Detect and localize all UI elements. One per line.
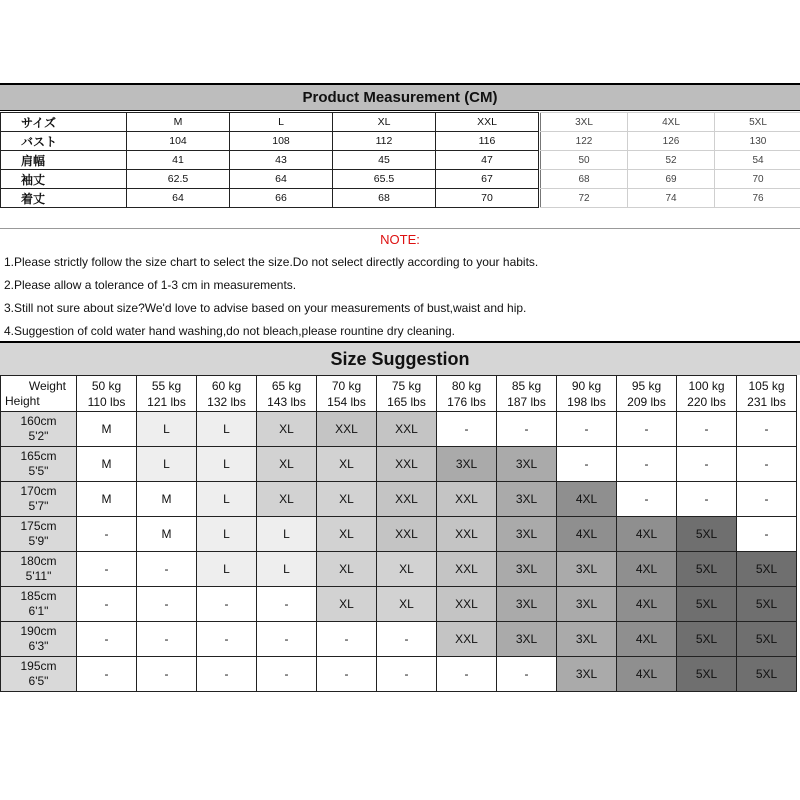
weight-kg: 50 kg: [91, 378, 122, 393]
size-cell: M: [137, 517, 197, 552]
notes-section: [0, 228, 800, 343]
height-cell: [1, 517, 77, 552]
height-cell: [1, 447, 77, 482]
note-line-2: 2.Please allow a tolerance of 1-3 cm in measurements.: [4, 278, 297, 292]
size-cell: L: [197, 447, 257, 482]
size-cell: -: [77, 517, 137, 552]
size-cell: L: [197, 552, 257, 587]
height-cell: [1, 552, 77, 587]
size-cell: L: [197, 482, 257, 517]
weight-header-cell: [557, 376, 617, 412]
size-cell: XXL: [377, 482, 437, 517]
weight-lbs: 165 lbs: [387, 394, 426, 409]
size-cell: XXL: [437, 587, 497, 622]
size-cell: XL: [317, 482, 377, 517]
height-cell: [1, 622, 77, 657]
weight-kg: 80 kg: [451, 378, 482, 393]
measurement-extra-cell: 76: [715, 189, 800, 208]
height-cm: 195cm: [20, 659, 57, 673]
size-cell: XL: [257, 447, 317, 482]
size-cell: L: [257, 552, 317, 587]
measurement-row: [1, 113, 539, 132]
weight-lbs: 220 lbs: [687, 394, 726, 409]
size-cell: 4XL: [617, 517, 677, 552]
size-cell: XXL: [437, 552, 497, 587]
size-cell: 5XL: [737, 552, 797, 587]
size-cell: 3XL: [497, 482, 557, 517]
size-cell: -: [317, 657, 377, 692]
height-cm: 170cm: [20, 484, 57, 498]
size-cell: -: [617, 412, 677, 447]
weight-header-cell: [257, 376, 317, 412]
measurement-cell: 67: [436, 170, 539, 189]
weight-kg: 70 kg: [331, 378, 362, 393]
weight-kg: 105 kg: [748, 378, 785, 393]
size-cell: 5XL: [737, 587, 797, 622]
size-cell: -: [737, 412, 797, 447]
weight-kg: 95 kg: [631, 378, 662, 393]
size-cell: 5XL: [677, 517, 737, 552]
height-ft: 6'1": [28, 604, 49, 618]
size-cell: XXL: [317, 412, 377, 447]
height-cm: 160cm: [20, 414, 57, 428]
measurement-extra-cell: 72: [541, 189, 628, 208]
measurement-extra-cell: 126: [628, 132, 715, 151]
size-cell: -: [77, 587, 137, 622]
weight-lbs: 121 lbs: [147, 394, 186, 409]
size-suggestion-title: Size Suggestion: [0, 341, 800, 375]
measurement-extra-cell: 5XL: [715, 113, 800, 132]
height-ft: 6'5": [28, 674, 49, 688]
measurement-row: [1, 151, 539, 170]
size-cell: XL: [377, 587, 437, 622]
measurement-cell: 65.5: [333, 170, 436, 189]
size-cell: 3XL: [437, 447, 497, 482]
weight-header-cell: [437, 376, 497, 412]
size-cell: -: [137, 587, 197, 622]
size-cell: L: [197, 412, 257, 447]
measurement-cell: 64: [230, 170, 333, 189]
weight-kg: 100 kg: [688, 378, 725, 393]
size-cell: -: [377, 657, 437, 692]
weight-header-cell: [497, 376, 557, 412]
measurement-extra-row: [541, 113, 800, 132]
size-cell: 3XL: [497, 552, 557, 587]
height-ft: 5'5": [28, 464, 49, 478]
size-cell: 3XL: [557, 622, 617, 657]
weight-lbs: 176 lbs: [447, 394, 486, 409]
height-cell: [1, 657, 77, 692]
size-cell: XXL: [377, 447, 437, 482]
size-cell: -: [437, 412, 497, 447]
size-cell: -: [677, 412, 737, 447]
weight-lbs: 231 lbs: [747, 394, 786, 409]
size-cell: -: [557, 412, 617, 447]
height-ft: 5'7": [28, 499, 49, 513]
size-cell: L: [257, 517, 317, 552]
size-cell: L: [137, 412, 197, 447]
measurement-cell: 62.5: [127, 170, 230, 189]
size-cell: 5XL: [677, 622, 737, 657]
height-row: [1, 622, 797, 657]
size-cell: XL: [257, 412, 317, 447]
height-cm: 180cm: [20, 554, 57, 568]
note-line-1: 1.Please strictly follow the size chart to select the size.Do not select directly according to your habits.: [4, 255, 539, 269]
height-ft: 5'9": [28, 534, 49, 548]
measurement-extra-cell: 54: [715, 151, 800, 170]
size-suggestion-table: [0, 375, 797, 692]
measurement-cell: 41: [127, 151, 230, 170]
height-cm: 175cm: [20, 519, 57, 533]
size-cell: -: [677, 482, 737, 517]
size-cell: -: [257, 657, 317, 692]
measurement-cell: 45: [333, 151, 436, 170]
size-cell: XL: [317, 552, 377, 587]
size-cell: 4XL: [557, 517, 617, 552]
measurement-extra-cell: 3XL: [541, 113, 628, 132]
measurement-row-label: サイズ: [1, 113, 127, 132]
height-ft: 5'11": [25, 569, 52, 583]
height-row: [1, 412, 797, 447]
measurement-cell: L: [230, 113, 333, 132]
note-heading: NOTE:: [380, 232, 420, 247]
size-cell: -: [497, 412, 557, 447]
measurement-cell: M: [127, 113, 230, 132]
size-cell: 4XL: [617, 622, 677, 657]
size-cell: -: [257, 587, 317, 622]
measurement-table: [0, 112, 539, 208]
measurement-cell: 66: [230, 189, 333, 208]
measurement-extra-cell: 52: [628, 151, 715, 170]
height-cm: 165cm: [20, 449, 57, 463]
size-cell: 4XL: [557, 482, 617, 517]
size-cell: M: [137, 482, 197, 517]
measurement-row: [1, 132, 539, 151]
measurement-cell: 64: [127, 189, 230, 208]
size-cell: -: [677, 447, 737, 482]
measurement-cell: 47: [436, 151, 539, 170]
size-cell: XL: [257, 482, 317, 517]
measurement-cell: XXL: [436, 113, 539, 132]
size-cell: 4XL: [617, 552, 677, 587]
measurement-extra-cell: 122: [541, 132, 628, 151]
size-cell: 3XL: [557, 552, 617, 587]
height-cm: 190cm: [20, 624, 57, 638]
measurement-cell: 112: [333, 132, 436, 151]
corner-weight-label: Weight: [28, 379, 66, 393]
size-cell: L: [137, 447, 197, 482]
size-cell: 5XL: [677, 657, 737, 692]
measurement-extra-row: [541, 151, 800, 170]
weight-lbs: 143 lbs: [267, 394, 306, 409]
size-cell: XL: [317, 447, 377, 482]
size-cell: XXL: [377, 412, 437, 447]
size-cell: XXL: [437, 622, 497, 657]
measurement-row: [1, 189, 539, 208]
size-cell: -: [197, 622, 257, 657]
weight-header-cell: [317, 376, 377, 412]
weight-header-cell: [737, 376, 797, 412]
weight-kg: 55 kg: [151, 378, 182, 393]
measurement-extra-cell: 74: [628, 189, 715, 208]
measurement-cell: 43: [230, 151, 333, 170]
size-cell: M: [77, 482, 137, 517]
size-cell: 5XL: [737, 657, 797, 692]
size-cell: XXL: [377, 517, 437, 552]
size-cell: -: [617, 447, 677, 482]
size-cell: M: [77, 447, 137, 482]
weight-header-cell: [197, 376, 257, 412]
weight-lbs: 132 lbs: [207, 394, 246, 409]
note-line-4: 4.Suggestion of cold water hand washing,do not bleach,please rountine dry cleaning.: [4, 324, 455, 338]
measurement-table-extra: [540, 112, 800, 208]
height-row: [1, 517, 797, 552]
height-cm: 185cm: [20, 589, 57, 603]
height-cell: [1, 482, 77, 517]
measurement-cell: 108: [230, 132, 333, 151]
corner-cell: [1, 376, 77, 412]
weight-lbs: 110 lbs: [87, 394, 126, 409]
measurement-extra-row: [541, 189, 800, 208]
size-cell: M: [77, 412, 137, 447]
size-cell: -: [77, 622, 137, 657]
weight-kg: 60 kg: [211, 378, 242, 393]
size-cell: -: [197, 587, 257, 622]
weight-kg: 65 kg: [271, 378, 302, 393]
weight-header-cell: [677, 376, 737, 412]
measurement-cell: 68: [333, 189, 436, 208]
weight-header-cell: [77, 376, 137, 412]
measurement-title: Product Measurement (CM): [0, 83, 800, 111]
size-cell: -: [617, 482, 677, 517]
size-cell: 5XL: [677, 552, 737, 587]
size-cell: -: [137, 622, 197, 657]
size-cell: -: [197, 657, 257, 692]
size-cell: -: [557, 447, 617, 482]
measurement-extra-cell: 50: [541, 151, 628, 170]
height-cell: [1, 587, 77, 622]
measurement-extra-cell: 70: [715, 170, 800, 189]
size-cell: 3XL: [497, 587, 557, 622]
measurement-extra-cell: 69: [628, 170, 715, 189]
measurement-extra-cell: 68: [541, 170, 628, 189]
height-ft: 6'3": [28, 639, 49, 653]
size-cell: -: [737, 517, 797, 552]
height-row: [1, 587, 797, 622]
size-cell: -: [77, 552, 137, 587]
size-cell: XL: [317, 517, 377, 552]
weight-header-cell: [617, 376, 677, 412]
size-cell: -: [377, 622, 437, 657]
size-cell: -: [737, 447, 797, 482]
note-line-3: 3.Still not sure about size?We'd love to advise based on your measurements of bust,waist and hip.: [4, 301, 527, 315]
size-cell: -: [317, 622, 377, 657]
measurement-extra-cell: 130: [715, 132, 800, 151]
weight-lbs: 198 lbs: [567, 394, 606, 409]
size-cell: 3XL: [557, 587, 617, 622]
height-row: [1, 657, 797, 692]
size-cell: L: [197, 517, 257, 552]
corner-height-label: Height: [5, 394, 40, 408]
size-cell: XXL: [437, 517, 497, 552]
height-row: [1, 482, 797, 517]
measurement-cell: XL: [333, 113, 436, 132]
size-cell: 4XL: [617, 587, 677, 622]
weight-header-cell: [137, 376, 197, 412]
height-ft: 5'2": [28, 429, 49, 443]
size-cell: -: [137, 552, 197, 587]
size-cell: -: [497, 657, 557, 692]
size-cell: XL: [377, 552, 437, 587]
measurement-row-label: 肩幅: [1, 151, 127, 170]
height-row: [1, 552, 797, 587]
size-cell: 4XL: [617, 657, 677, 692]
size-cell: -: [257, 622, 317, 657]
product-measurement-section: [0, 83, 800, 211]
size-cell: 3XL: [497, 622, 557, 657]
size-cell: -: [137, 657, 197, 692]
measurement-row-label: バスト: [1, 132, 127, 151]
measurement-cell: 70: [436, 189, 539, 208]
size-cell: 3XL: [557, 657, 617, 692]
measurement-extra-cell: 4XL: [628, 113, 715, 132]
weight-lbs: 209 lbs: [627, 394, 666, 409]
size-cell: 3XL: [497, 447, 557, 482]
weight-header-cell: [377, 376, 437, 412]
height-cell: [1, 412, 77, 447]
height-row: [1, 447, 797, 482]
size-cell: XL: [317, 587, 377, 622]
size-cell: 5XL: [677, 587, 737, 622]
measurement-cell: 116: [436, 132, 539, 151]
weight-kg: 90 kg: [571, 378, 602, 393]
measurement-row: [1, 170, 539, 189]
size-cell: -: [737, 482, 797, 517]
weight-header-row: [1, 376, 797, 412]
measurement-row-label: 袖丈: [1, 170, 127, 189]
measurement-row-label: 着丈: [1, 189, 127, 208]
weight-kg: 75 kg: [391, 378, 422, 393]
measurement-extra-row: [541, 132, 800, 151]
size-cell: 5XL: [737, 622, 797, 657]
measurement-extra-row: [541, 170, 800, 189]
weight-lbs: 154 lbs: [327, 394, 366, 409]
measurement-cell: 104: [127, 132, 230, 151]
size-cell: XXL: [437, 482, 497, 517]
size-cell: -: [437, 657, 497, 692]
weight-lbs: 187 lbs: [507, 394, 546, 409]
size-cell: 3XL: [497, 517, 557, 552]
size-cell: -: [77, 657, 137, 692]
weight-kg: 85 kg: [511, 378, 542, 393]
